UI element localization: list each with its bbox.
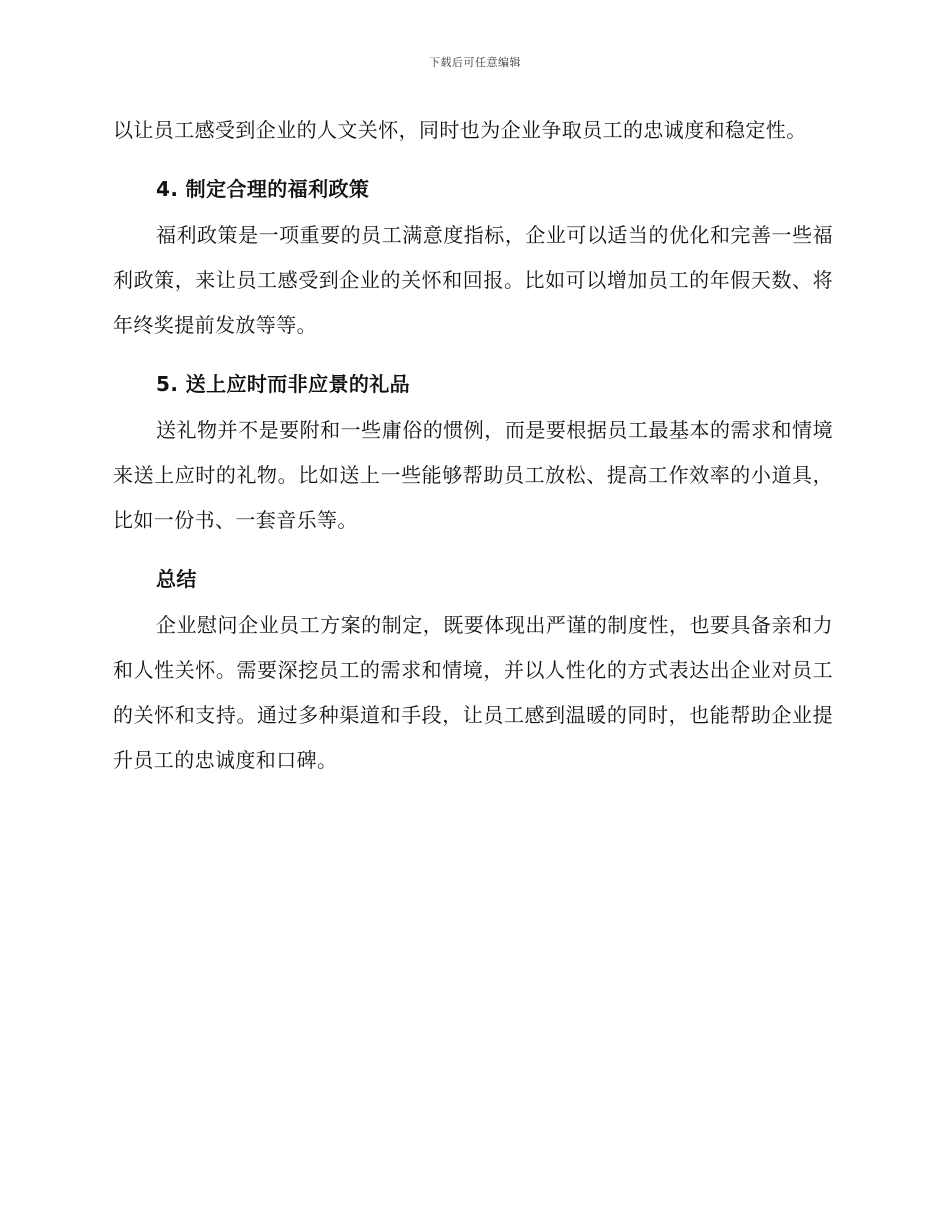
section-paragraph-timely-gifts: 送礼物并不是要附和一些庸俗的惯例，而是要根据员工最基本的需求和情境来送上应时的礼物。比如送上一些能够帮助员工放松、提高工作效率的小道具，比如一份书、一套音乐等。 (113, 418, 833, 532)
intro-paragraph: 以让员工感受到企业的人文关怀，同时也为企业争取员工的忠诚度和稳定性。 (113, 118, 807, 142)
section-paragraph-welfare-policy: 福利政策是一项重要的员工满意度指标，企业可以适当的优化和完善一些福利政策，来让员工感受到企业的关怀和回报。比如可以增加员工的年假天数、将年终奖提前发放等等。 (113, 223, 833, 337)
spacer (113, 591, 833, 603)
section-heading-timely-gifts: 5. 送上应时而非应景的礼品 (156, 372, 411, 396)
section-heading-summary: 总结 (156, 567, 197, 591)
spacer (113, 348, 833, 372)
spacer (113, 201, 833, 213)
section-paragraph-summary: 企业慰问企业员工方案的制定，既要体现出严谨的制度性，也要具备亲和力和人性关怀。需要深挖员工的需求和情境，并以人性化的方式表达出企业对员工的关怀和支持。通过多种渠道和手段，让员工感到温暖的同时，也能帮助企业提升员工的忠诚度和口碑。 (113, 613, 833, 772)
document-body (113, 108, 833, 783)
spacer (113, 396, 833, 408)
spacer (113, 153, 833, 177)
spacer (113, 543, 833, 567)
page-header: 下载后可任意编辑 (429, 56, 521, 69)
section-heading-welfare-policy: 4. 制定合理的福利政策 (156, 177, 370, 201)
